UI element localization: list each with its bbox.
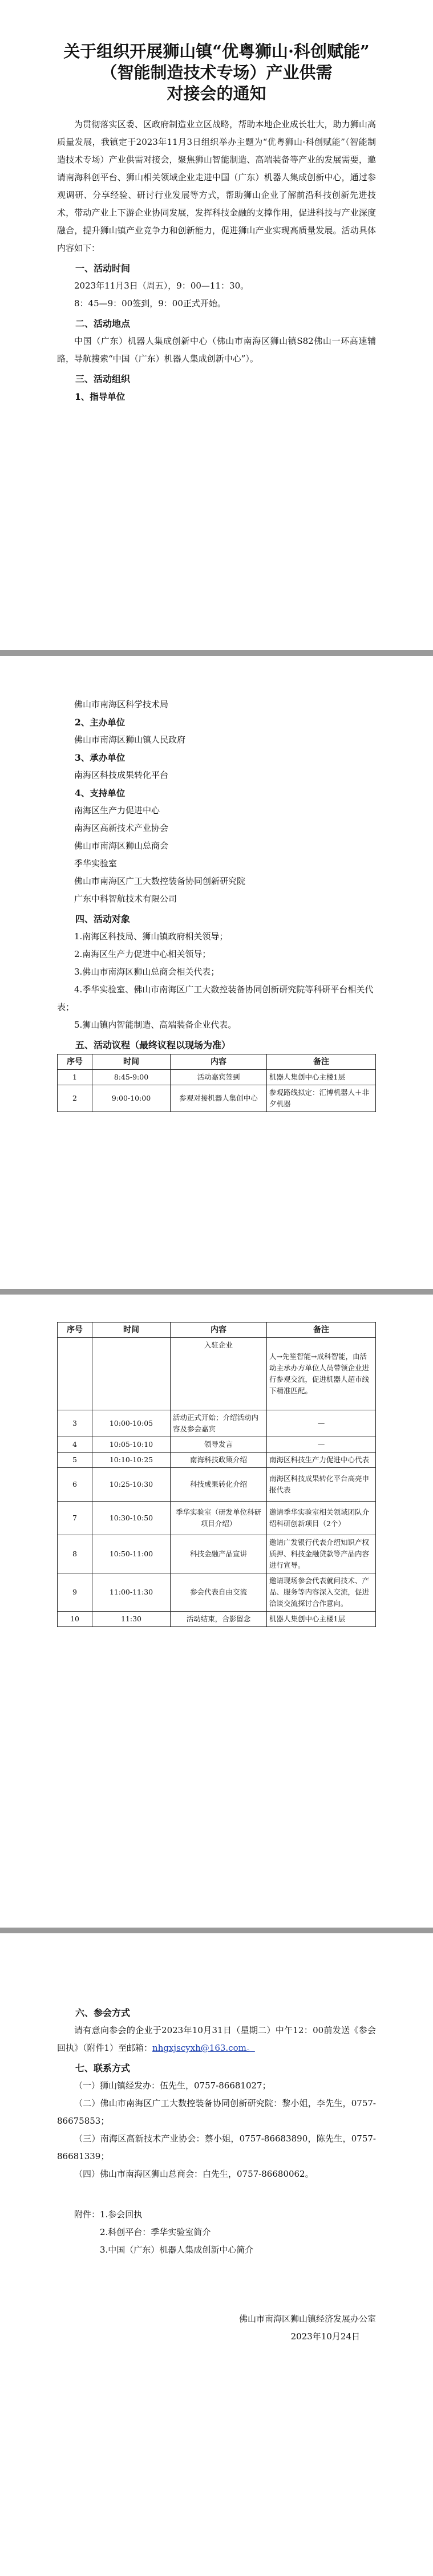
registration-instructions	[57, 2022, 376, 2057]
table-row	[58, 1410, 376, 1437]
table-row	[58, 1468, 376, 1502]
agenda-table-part-2	[57, 1322, 376, 1627]
cell-content: 领导发言	[171, 1437, 267, 1453]
cell-content: 参观对接机器人集创中心	[171, 1085, 267, 1112]
section-5-heading: 五、活动议程（最终议程以现场为准）	[75, 1040, 231, 1050]
cell-number: 5	[58, 1453, 92, 1468]
cell-number: 9	[58, 1573, 92, 1612]
cell-time: 10:50-11:00	[92, 1535, 171, 1573]
document-page-4	[0, 1933, 433, 2576]
table-row	[58, 1612, 376, 1627]
support-unit-item: 广东中科智航技术有限公司	[74, 894, 177, 904]
contact-item: （三）南海区高新技术产业协会：蔡小姐，0757-86683890，陈先生，0757-86681339；	[57, 2133, 376, 2161]
cell-time: 10:10-10:25	[92, 1453, 171, 1468]
cell-remark: 邀请现场参会代表就问技术、产品、服务等内容深入交流，促进洽谈交流探讨合作意向。	[267, 1573, 376, 1612]
table-row	[58, 1573, 376, 1612]
event-time: 2023年11月3日（周五），9：00—11：30。	[74, 281, 249, 291]
header-remark: 备注	[267, 1323, 376, 1338]
cell-time: 10:05-10:10	[92, 1437, 171, 1453]
table-header-row	[58, 1054, 376, 1070]
support-unit-item: 佛山市南海区广工大数控装备协同创新研究院	[74, 876, 246, 886]
cell-number: 2	[58, 1085, 92, 1112]
section-6-heading: 六、参会方式	[75, 2007, 131, 2018]
attachment-item: 3.中国（广东）机器人集成创新中心简介	[100, 2245, 254, 2255]
section-4-heading: 四、活动对象	[75, 914, 131, 924]
document-title-line-3: 对接会的通知	[167, 84, 266, 103]
table-header-row	[58, 1323, 376, 1338]
registration-email-link[interactable]: nhgxjscyxh@163.com。	[152, 2043, 255, 2053]
support-unit-heading: 4、支持单位	[75, 788, 126, 798]
section-3-heading: 三、活动组织	[75, 374, 131, 384]
header-time: 时间	[92, 1323, 171, 1338]
cell-remark: —	[267, 1410, 376, 1437]
table-row	[58, 1070, 376, 1085]
event-location: 中国（广东）机器人集成创新中心（佛山市南海区狮山镇S82佛山一环高速辅路，导航搜索“中国（广东）机器人集成创新中心”）。	[57, 336, 376, 364]
contact-item: （四）佛山市南海区狮山总商会：白先生，0757-86680062。	[74, 2169, 314, 2179]
cell-content: 活动结束，合影留念	[171, 1612, 267, 1627]
table-row	[58, 1453, 376, 1468]
cell-number: 3	[58, 1410, 92, 1437]
cell-time	[92, 1338, 171, 1410]
table-row	[58, 1437, 376, 1453]
document-title-line-2: （智能制造技术专场）产业供需	[100, 63, 333, 82]
audience-item: 5.狮山镇内智能制造、高端装备企业代表。	[74, 1020, 237, 1030]
cell-remark: 参观路线拟定：汇博机器人＋非夕机器	[267, 1085, 376, 1112]
cell-remark: 机器人集创中心主楼1层	[267, 1070, 376, 1085]
cell-content: 活动嘉宾签到	[171, 1070, 267, 1085]
cell-number: 6	[58, 1468, 92, 1502]
cell-time: 9:00-10:00	[92, 1085, 171, 1112]
header-number: 序号	[58, 1054, 92, 1070]
header-time: 时间	[92, 1054, 171, 1070]
header-content: 内容	[171, 1323, 267, 1338]
guiding-unit-heading: 1、指导单位	[75, 391, 126, 402]
cell-number: 1	[58, 1070, 92, 1085]
cell-remark: 南海区科技生产力促进中心代表	[267, 1453, 376, 1468]
cell-number	[58, 1338, 92, 1410]
registration-text: 请有意向参会的企业于2023年10月31日（星期二）中午12：00前发送《参会回执》（附件1）至邮箱：	[57, 2025, 376, 2053]
section-2-heading: 二、活动地点	[75, 318, 131, 329]
intro-paragraph: 为贯彻落实区委、区政府制造业立区战略，帮助本地企业成长壮大，助力狮山高质量发展，我镇定于2023年11月3日组织举办主题为“优粤狮山·科创赋能”（智能制造技术专场）产业供需对接会，聚焦狮山智能制造、高端装备等产业的发展需要，邀请南海科创平台、狮山相关领域企业走进中国（广东）机器人集成创新中心，通过参观调研、分享经验、研讨行业发展等方式，帮助狮山企业了解前沿科技创新先进技术，带动产业上下游企业协同发展，发挥科技金融的支撑作用，促进科技与产业深度融合，提升狮山镇产业竞争力和创新能力，促进狮山产业实现高质量发展。活动具体内容如下：	[57, 119, 376, 253]
organizer-unit-heading: 3、承办单位	[75, 752, 126, 763]
cell-number: 10	[58, 1612, 92, 1627]
audience-item: 2.南海区生产力促进中心相关领导；	[74, 949, 211, 959]
cell-time: 10:25-10:30	[92, 1468, 171, 1502]
cell-remark: 邀请季华实验室相关领域团队介绍科研创新项目（2个）	[267, 1502, 376, 1535]
cell-time: 11:30	[92, 1612, 171, 1627]
document-page-2	[0, 656, 433, 1289]
support-unit-item: 季华实验室	[74, 858, 118, 869]
table-row	[58, 1338, 376, 1410]
host-unit-heading: 2、主办单位	[75, 717, 126, 728]
cell-content: 季华实验室（研发单位科研项目介绍）	[171, 1502, 267, 1535]
cell-remark: 人→先笙智能→成科智能，由活动主承办方单位人员带领企业进行参观交流，促进机器人超市线下精准匹配。	[267, 1338, 376, 1410]
contact-item: （一）狮山镇经发办：伍先生，0757-86681027；	[74, 2080, 271, 2091]
cell-time: 11:00-11:30	[92, 1573, 171, 1612]
signin-time: 8：45—9：00签到，9：00正式开始。	[74, 298, 226, 309]
signature-organization: 佛山市南海区狮山镇经济发展办公室	[238, 2314, 376, 2324]
cell-time: 10:30-10:50	[92, 1502, 171, 1535]
signature-date: 2023年10月24日	[290, 2331, 360, 2342]
guiding-unit-name: 佛山市南海区科学技术局	[74, 699, 169, 709]
cell-number: 4	[58, 1437, 92, 1453]
cell-content: 科技成果转化介绍	[171, 1468, 267, 1502]
support-unit-item: 佛山市南海区狮山总商会	[74, 841, 169, 851]
support-unit-item: 南海区生产力促进中心	[74, 805, 160, 816]
organizer-unit-name: 南海区科技成果转化平台	[74, 770, 169, 780]
table-row	[58, 1535, 376, 1573]
table-row	[58, 1502, 376, 1535]
cell-remark: 南海区科技成果转化平台高亮申报代表	[267, 1468, 376, 1502]
agenda-table-part-1	[57, 1054, 376, 1112]
cell-time: 10:00-10:05	[92, 1410, 171, 1437]
table-row	[58, 1085, 376, 1112]
support-unit-item: 南海区高新技术产业协会	[74, 823, 169, 833]
header-remark: 备注	[267, 1054, 376, 1070]
header-number: 序号	[58, 1323, 92, 1338]
cell-content: 活动正式开始；介绍活动内容及参会嘉宾	[171, 1410, 267, 1437]
cell-content: 参会代表自由交流	[171, 1573, 267, 1612]
header-content: 内容	[171, 1054, 267, 1070]
audience-item: 4.季华实验室、佛山市南海区广工大数控装备协同创新研究院等科研平台相关代表；	[57, 984, 374, 1012]
attachment-heading: 附件：1.参会回执	[74, 2209, 143, 2220]
cell-remark: 机器人集创中心主楼1层	[267, 1612, 376, 1627]
cell-content: 入驻企业	[171, 1338, 267, 1410]
contact-item: （二）佛山市南海区广工大数控装备协同创新研究院：黎小姐，李先生，0757-86675853；	[57, 2098, 376, 2126]
document-page-1	[0, 0, 433, 650]
cell-number: 7	[58, 1502, 92, 1535]
audience-item: 3.佛山市南海区狮山总商会相关代表；	[74, 967, 220, 977]
cell-remark: —	[267, 1437, 376, 1453]
cell-content: 科技金融产品宣讲	[171, 1535, 267, 1573]
cell-content: 南海科技政策介绍	[171, 1453, 267, 1468]
cell-time: 8:45-9:00	[92, 1070, 171, 1085]
section-7-heading: 七、联系方式	[75, 2063, 131, 2074]
cell-remark: 邀请广发银行代表介绍知识产权质押、科技金融贷款等产品内容进行宣导。	[267, 1535, 376, 1573]
audience-item: 1.南海区科技局、狮山镇政府相关领导；	[74, 931, 228, 942]
cell-number: 8	[58, 1535, 92, 1573]
document-title-line-1: 关于组织开展狮山镇“优粤狮山·科创赋能”	[63, 42, 370, 61]
host-unit-name: 佛山市南海区狮山镇人民政府	[74, 735, 186, 745]
attachment-item: 2.科创平台：季华实验室简介	[100, 2227, 211, 2237]
document-page-3	[0, 1295, 433, 1928]
section-1-heading: 一、活动时间	[75, 263, 131, 274]
